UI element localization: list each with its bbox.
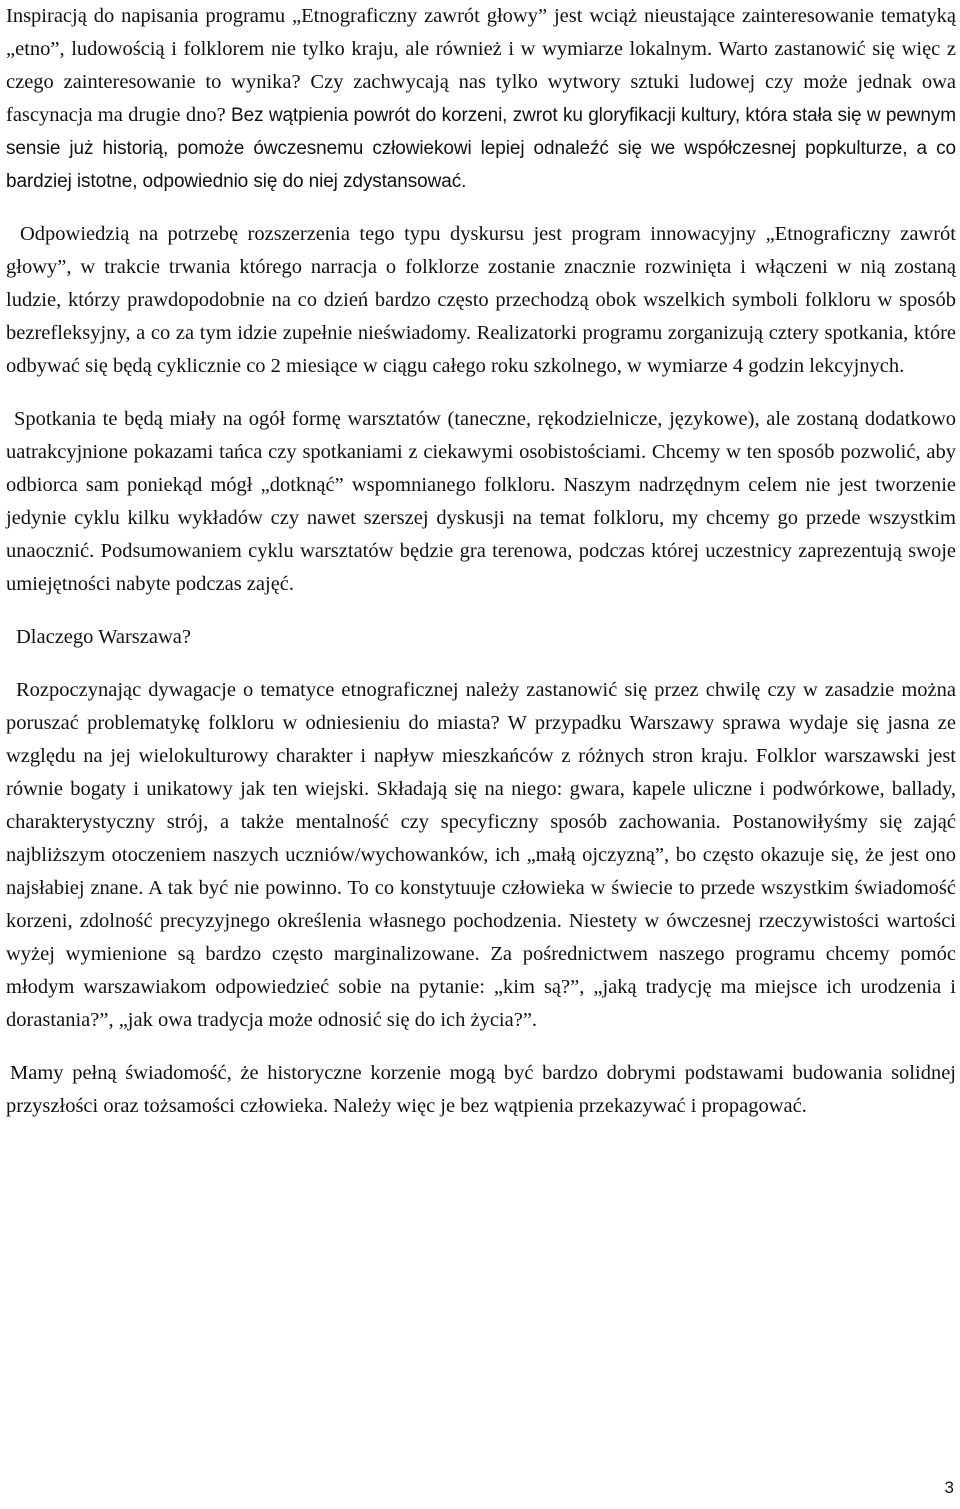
paragraph-inspiration [6,0,956,198]
paragraph-conclusion: Mamy pełną świadomość, że historyczne korzenie mogą być bardzo dobrymi podstawami budowania solidnej przyszłości oraz tożsamości człowieka. Należy więc je bez wątpienia przekazywać i propagować. [6,1062,956,1117]
paragraph-warsaw-folklore: Rozpoczynając dywagacje o tematyce etnograficznej należy zastanowić się przez chwilę czy w zasadzie można poruszać problematykę folkloru w odniesieniu do miasta? W przypadku Warszawy sprawa wydaje się jasna ze względu na jej wielokulturowy charakter i napływ mieszkańców z różnych stron kraju. Folklor warszawski jest równie bogaty i unikatowy jak ten wiejski. Składają się na niego: gwara, kapele uliczne i podwórkowe, ballady, charakterystyczny strój, a także mentalność czy specyficzny sposób zachowania. Postanowiłyśmy się zająć najbliższym otoczeniem naszych uczniów/wychowanków, ich „małą ojczyzną”, bo często okazuje się, że jest ono najsłabiej znane. A tak być nie powinno. To co konstytuuje człowieka w świecie to przede wszystkim świadomość korzeni, zdolność precyzyjnego określenia własnego pochodzenia. Niestety w ówczesnej rzeczywistości wartości wyżej wymienione są bardzo często marginalizowane. Za pośrednictwem naszego programu chcemy pomóc młodym warszawiakom odpowiedzieć sobie na pytanie: „kim są?”, „jaką tradycję ma miejsce ich urodzenia i dorastania?”, „jak owa tradycja może odnosić się do ich życia?”. [6,679,956,1031]
paragraph-inspiration-part2: Bez wątpienia powrót do korzeni, zwrot ku gloryfikacji kultury, która stała się w pewnym sensie już historią, pomoże ówczesnemu człowiekowi lepiej odnaleźć się we współczesnej popkulturze, a co bardziej istotne, odpowiednio się do niej zdystansować. [6,105,956,192]
document-page [6,0,956,1123]
section-heading-why-warsaw: Dlaczego Warszawa? [16,626,191,648]
paragraph-inspiration-part1: Inspiracją do napisania programu „Etnograficzny zawrót głowy” jest wciąż nieustające zainteresowanie tematyką „etno”, ludowością i folklorem nie tylko kraju, ale również i w wymiarze lokalnym. Warto zastanowić się więc z czego zainteresowanie to wynika? Czy zachwycają nas tylko wytwory sztuki ludowej czy może jednak owa fascynacja ma drugie dno? [6,5,956,126]
paragraph-program-answer: Odpowiedzią na potrzebę rozszerzenia tego typu dyskursu jest program innowacyjny „Etnograficzny zawrót głowy”, w trakcie trwania którego narracja o folklorze zostanie znacznie rozwinięta i włączeni w nią zostaną ludzie, którzy prawdopodobnie na co dzień bardzo często przechodzą obok wszelkich symboli folkloru w sposób bezrefleksyjny, a co za tym idzie zupełnie nieświadomy. Realizatorki programu zorganizują cztery spotkania, które odbywać się będą cyklicznie co 2 miesiące w ciągu całego roku szkolnego, w wymiarze 4 godzin lekcyjnych. [6,223,956,377]
paragraph-workshops: Spotkania te będą miały na ogół formę warsztatów (taneczne, rękodzielnicze, językowe), ale zostaną dodatkowo uatrakcyjnione pokazami tańca czy spotkaniami z ciekawymi osobistościami. Chcemy w ten sposób pozwolić, aby odbiorca sam poniekąd mógł „dotknąć” wspomnianego folkloru. Naszym nadrzędnym celem nie jest tworzenie jedynie cyklu kilku wykładów czy nawet szerszej dyskusji na temat folkloru, my chcemy go przede wszystkim unaocznić. Podsumowaniem cyklu warsztatów będzie gra terenowa, podczas której uczestnicy zaprezentują swoje umiejętności nabyte podczas zajęć. [6,408,956,595]
page-number: 3 [944,1478,954,1497]
